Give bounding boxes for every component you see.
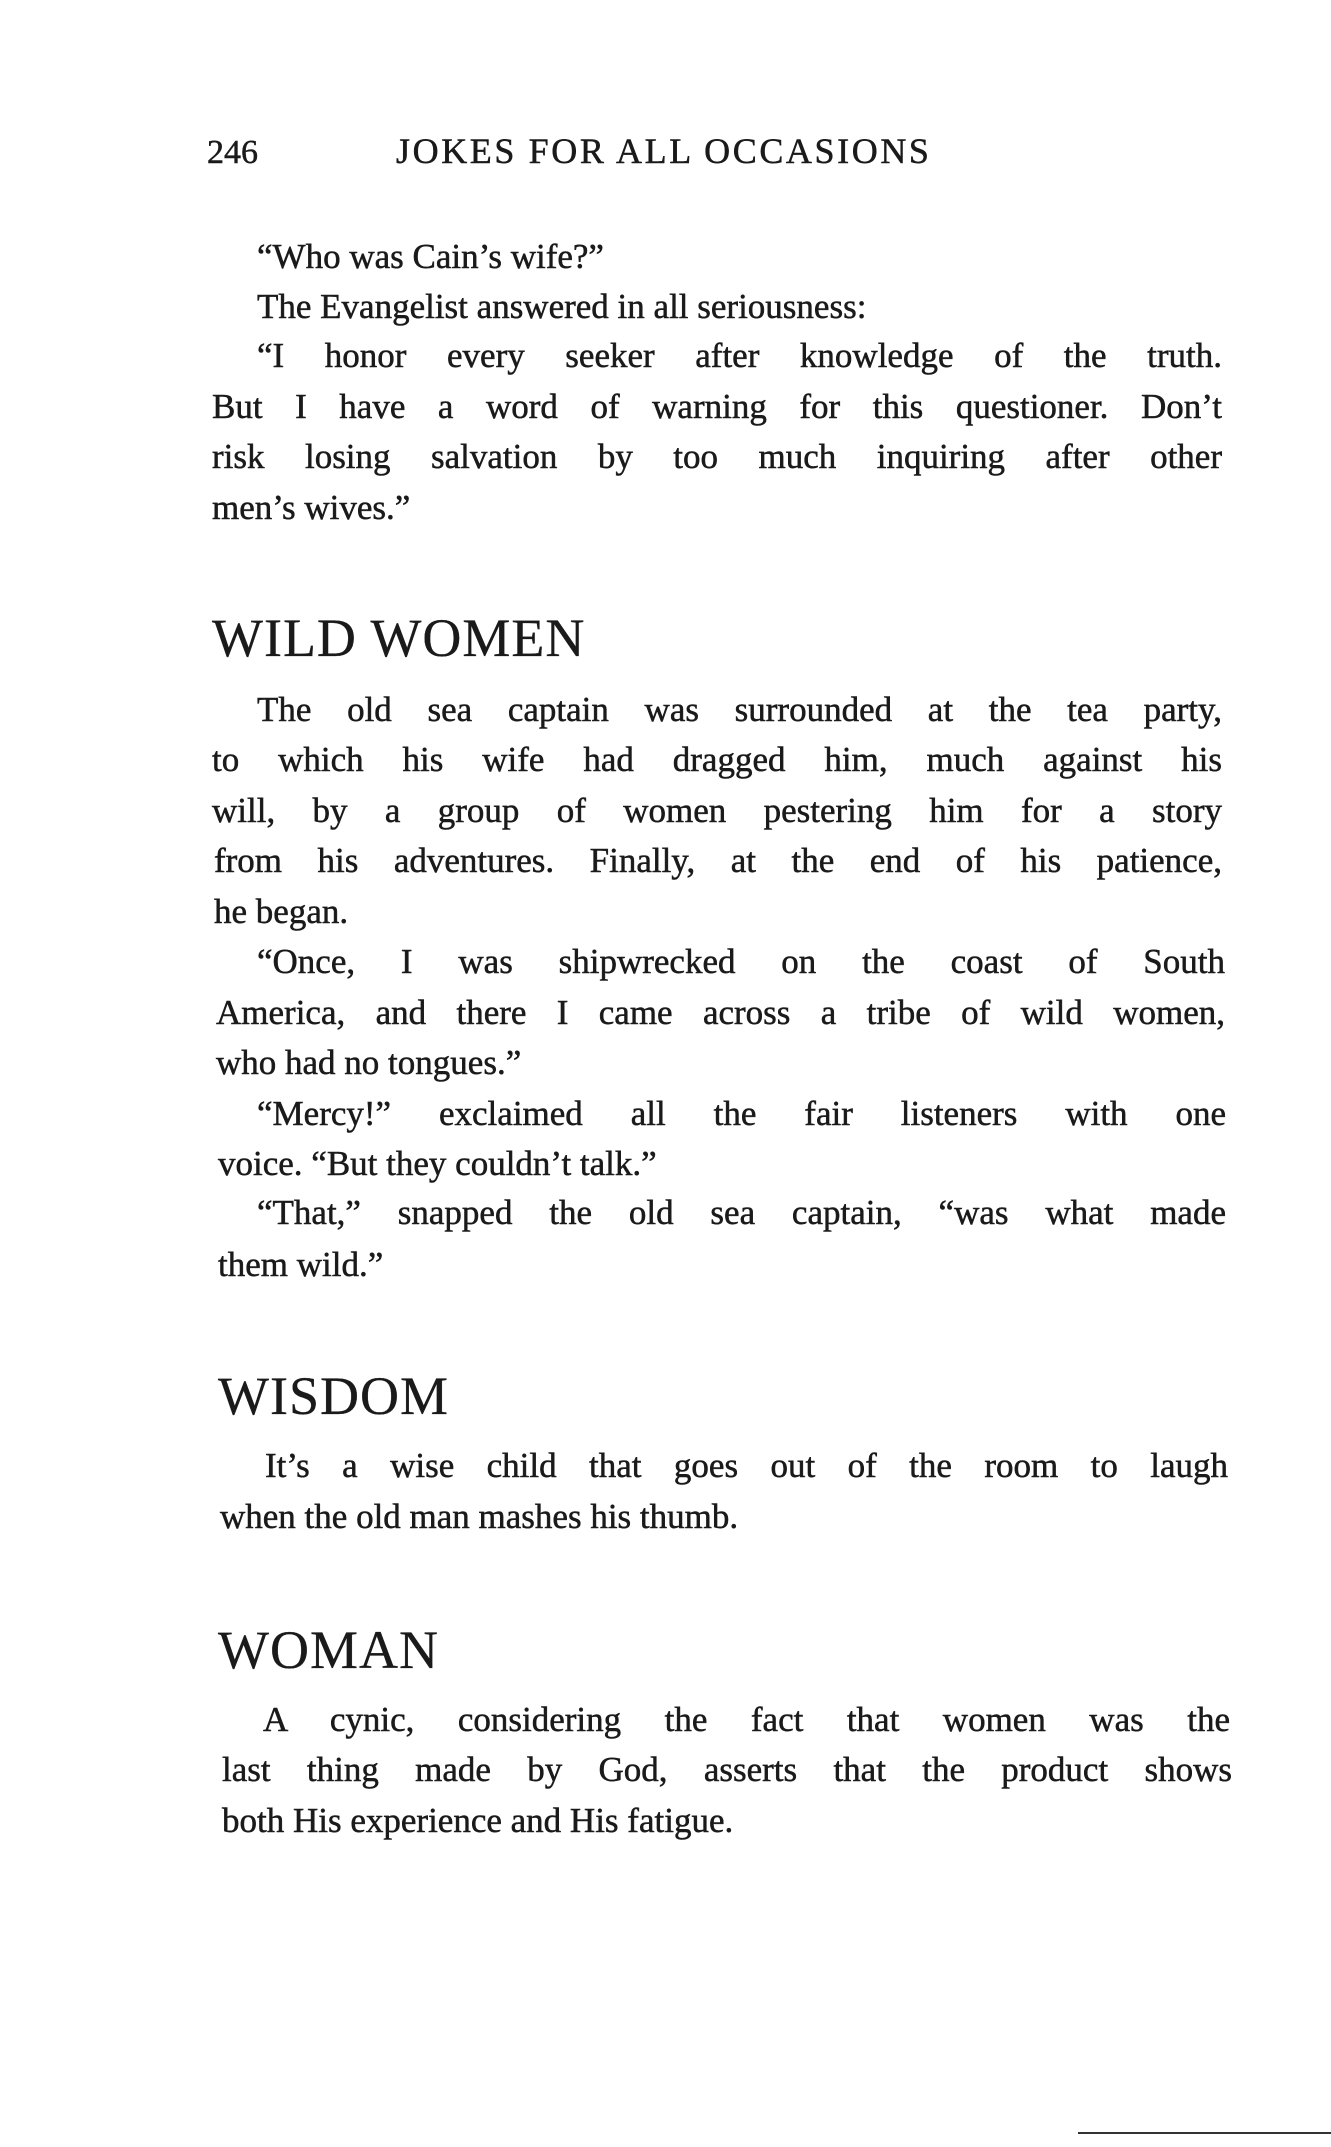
text-line: when the old man mashes his thumb. [220, 1497, 739, 1536]
text-line: will, by a group of women pestering him for a story [212, 791, 1222, 830]
page-number: 246 [207, 134, 258, 171]
text-line: last thing made by God, asserts that the product shows [222, 1750, 1232, 1789]
text-line: risk losing salvation by too much inquiring after other [212, 437, 1222, 476]
bottom-rule [1078, 2132, 1331, 2134]
section-heading: WOMAN [218, 1620, 439, 1680]
text-line: both His experience and His fatigue. [222, 1801, 734, 1840]
text-line: “That,” snapped the old sea captain, “was what made [257, 1193, 1226, 1232]
text-line: them wild.” [218, 1245, 384, 1284]
text-line: A cynic, considering the fact that women was the [263, 1700, 1230, 1739]
text-line: “Mercy!” exclaimed all the fair listeners with one [257, 1094, 1226, 1133]
text-line: The Evangelist answered in all seriousness: [257, 287, 867, 326]
section-heading: WILD WOMEN [212, 608, 586, 668]
text-line: from his adventures. Finally, at the end of his patience, [214, 841, 1222, 880]
text-line: The old sea captain was surrounded at the tea party, [257, 690, 1222, 729]
text-line: It’s a wise child that goes out of the room to laugh [265, 1446, 1228, 1485]
text-line: “I honor every seeker after knowledge of the truth. [257, 336, 1222, 375]
text-line: to which his wife had dragged him, much against his [212, 740, 1222, 779]
text-line: America, and there I came across a tribe of wild women, [216, 993, 1225, 1032]
section-heading: WISDOM [218, 1366, 449, 1426]
text-line: “Once, I was shipwrecked on the coast of South [257, 942, 1225, 981]
text-line: who had no tongues.” [216, 1043, 522, 1082]
text-line: “Who was Cain’s wife?” [257, 237, 604, 276]
running-title: JOKES FOR ALL OCCASIONS [396, 131, 932, 171]
text-line: voice. “But they couldn’t talk.” [218, 1144, 657, 1183]
text-line: But I have a word of warning for this questioner. Don’t [212, 387, 1222, 426]
text-line: men’s wives.” [212, 488, 411, 527]
text-line: he began. [214, 892, 349, 931]
